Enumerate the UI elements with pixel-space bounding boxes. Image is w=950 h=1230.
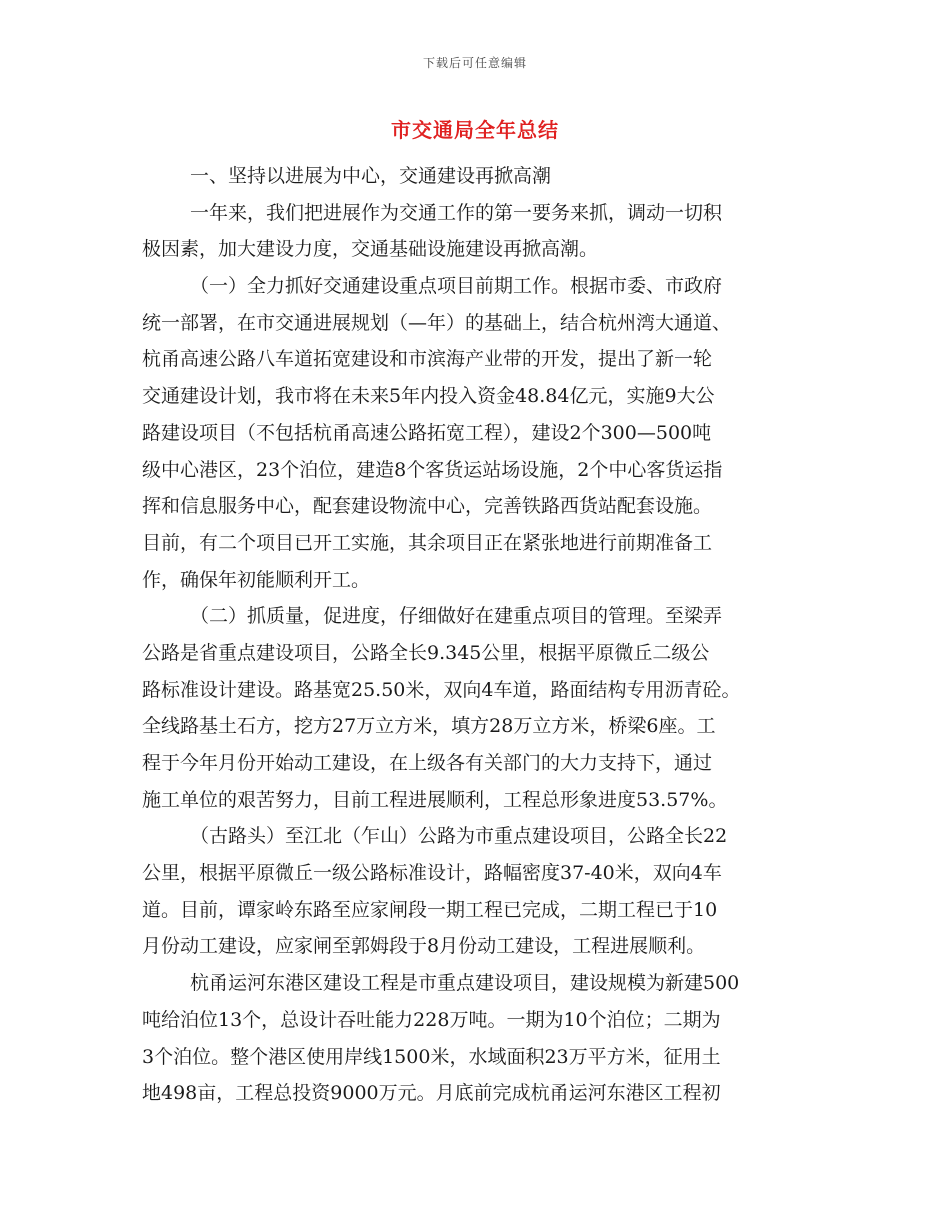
text-line: 挥和信息服务中心，配套建设物流中心，完善铁路西货站配套设施。 — [142, 495, 713, 518]
text-line: 极因素，加大建设力度，交通基础设施建设再掀高潮。 — [142, 238, 599, 261]
text-line: 地498亩，工程总投资9000万元。月底前完成杭甬运河东港区工程初 — [142, 1082, 721, 1105]
text-line: （一）全力抓好交通建设重点项目前期工作。根据市委、市政府 — [190, 275, 723, 298]
text-line: 吨给泊位13个，总设计吞吐能力228万吨。一期为10个泊位；二期为 — [142, 1008, 721, 1031]
text-line: 施工单位的艰苦努力，目前工程进展顺利，工程总形象进度53.57%。 — [142, 788, 728, 811]
text-line: 统一部署，在市交通进展规划（—年）的基础上，结合杭州湾大通道、 — [142, 311, 732, 334]
header-note: 下载后可任意编辑 — [422, 56, 527, 70]
text-line: 级中心港区，23个泊位，建造8个客货运站场设施，2个中心客货运指 — [142, 458, 723, 481]
text-line: 作，确保年初能顺利开工。 — [142, 568, 371, 591]
text-line: 路标准设计建设。路基宽25.50米，双向4车道，路面结构专用沥青砼。 — [142, 678, 741, 701]
text-line: 3个泊位。整个港区使用岸线1500米，水域面积23万平方米，征用土 — [142, 1045, 721, 1068]
page-title: 市交通局全年总结 — [391, 118, 559, 142]
text-line: 杭甬高速公路八车道拓宽建设和市滨海产业带的开发，提出了新一轮 — [142, 348, 713, 371]
text-line: 杭甬运河东港区建设工程是市重点建设项目，建设规模为新建500 — [190, 972, 740, 995]
text-line: （古路头）至江北（乍山）公路为市重点建设项目，公路全长22 — [190, 825, 728, 848]
text-line: 程于今年月份开始动工建设，在上级各有关部门的大力支持下，通过 — [142, 752, 713, 774]
text-line: 公路是省重点建设项目，公路全长9.345公里，根据平原微丘二级公 — [142, 641, 710, 664]
text-line: 目前，有二个项目已开工实施，其余项目正在紧张地进行前期准备工 — [142, 531, 713, 554]
text-line: 月份动工建设，应家闸至郭姆段于8月份动工建设，工程进展顺利。 — [142, 935, 706, 958]
text-line: 公里，根据平原微丘一级公路标准设计，路幅密度37-40米，双向4车 — [142, 862, 722, 885]
text-line: 全线路基土石方，挖方27万立方米，填方28万立方米，桥梁6座。工 — [142, 715, 716, 738]
text-line: 一年来，我们把进展作为交通工作的第一要务来抓，调动一切积 — [190, 201, 723, 224]
text-line: 一、坚持以进展为中心，交通建设再掀高潮 — [190, 165, 552, 187]
document-body — [142, 158, 822, 1112]
text-line: 交通建设计划，我市将在未来5年内投入资金48.84亿元，实施9大公 — [142, 385, 715, 408]
text-line: 道。目前，谭家岭东路至应家闸段一期工程已完成，二期工程已于10 — [142, 898, 718, 921]
text-line: （二）抓质量，促进度，仔细做好在建重点项目的管理。至梁弄 — [190, 605, 723, 628]
text-line: 路建设项目（不包括杭甬高速公路拓宽工程），建设2个300—500吨 — [142, 421, 712, 444]
